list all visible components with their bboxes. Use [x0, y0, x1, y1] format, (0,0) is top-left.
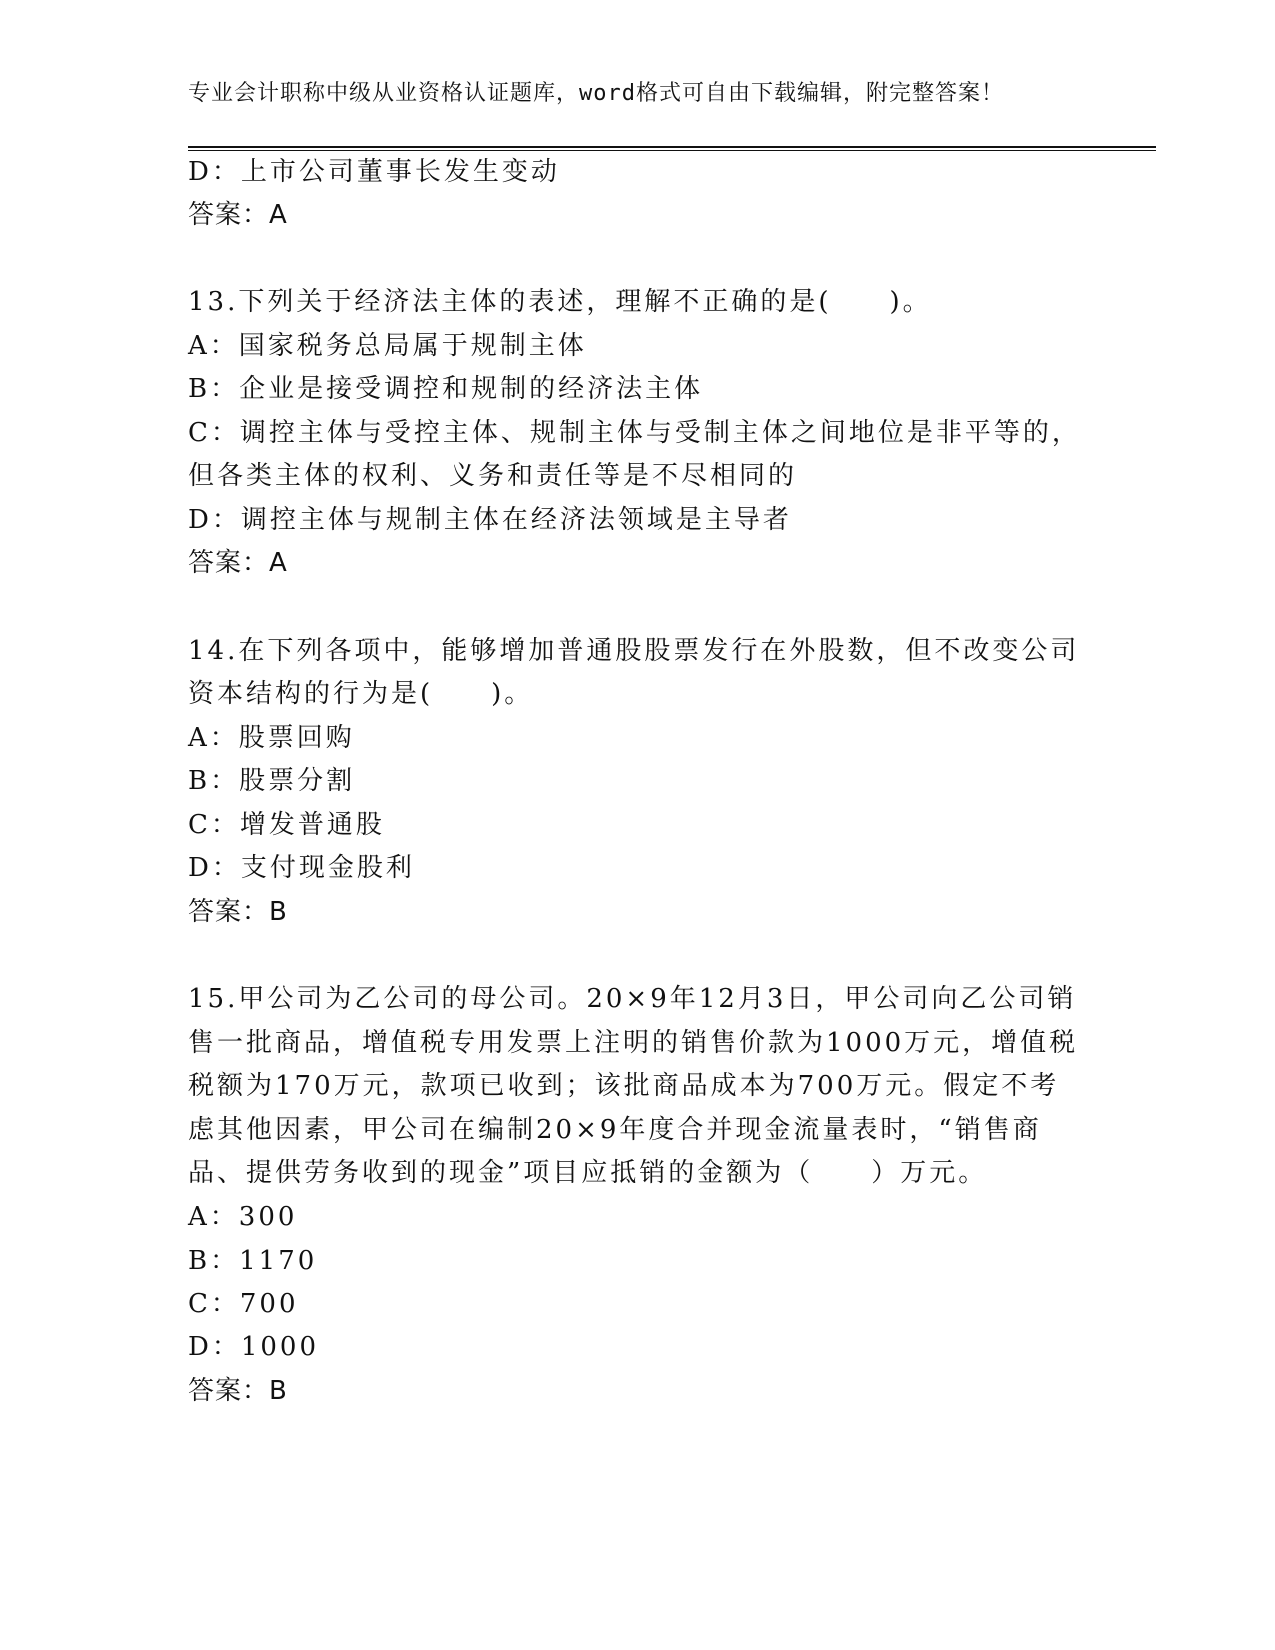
q14-option-b: B：股票分割 — [188, 766, 356, 796]
q15-answer: 答案：B — [188, 1376, 288, 1406]
q14-stem-cont: 资本结构的行为是( )。 — [188, 679, 534, 709]
header-divider — [188, 146, 1156, 151]
q15-option-d: D：1000 — [188, 1332, 320, 1362]
q14-answer: 答案：B — [188, 897, 288, 927]
q15-stem-2: 售一批商品，增值税专用发票上注明的销售价款为1000万元，增值税 — [188, 1028, 1079, 1058]
q14-option-a: A：股票回购 — [188, 723, 355, 753]
q13-option-c: C：调控主体与受控主体、规制主体与受制主体之间地位是非平等的， — [188, 418, 1081, 448]
q13-option-b: B：企业是接受调控和规制的经济法主体 — [188, 374, 704, 404]
q15-stem-5: 品、提供劳务收到的现金”项目应抵销的金额为（ ）万元。 — [188, 1158, 988, 1188]
q13-option-c-cont: 但各类主体的权利、义务和责任等是不尽相同的 — [188, 461, 798, 491]
q12-answer: 答案：A — [188, 200, 288, 230]
q12-option-d: D：上市公司董事长发生变动 — [188, 157, 560, 187]
q14-option-c: C：增发普通股 — [188, 810, 385, 840]
q15-stem-3: 税额为170万元，款项已收到；该批商品成本为700万元。假定不考 — [188, 1071, 1060, 1101]
q14-stem: 14.在下列各项中，能够增加普通股股票发行在外股数，但不改变公司 — [188, 636, 1080, 666]
q13-answer: 答案：A — [188, 548, 288, 578]
q13-stem: 13.下列关于经济法主体的表述，理解不正确的是( )。 — [188, 287, 932, 317]
page-header: 专业会计职称中级从业资格认证题库，word格式可自由下载编辑，附完整答案！ — [188, 81, 1004, 106]
q15-option-a: A：300 — [188, 1202, 298, 1232]
q13-option-d: D：调控主体与规制主体在经济法领域是主导者 — [188, 505, 792, 535]
q14-option-d: D：支付现金股利 — [188, 853, 415, 883]
q15-stem-4: 虑其他因素，甲公司在编制20×9年度合并现金流量表时，“销售商 — [188, 1115, 1042, 1145]
q13-option-a: A：国家税务总局属于规制主体 — [188, 331, 587, 361]
q15-option-c: C：700 — [188, 1289, 299, 1319]
q15-stem-1: 15.甲公司为乙公司的母公司。20×9年12月3日，甲公司向乙公司销 — [188, 984, 1077, 1014]
q15-option-b: B：1170 — [188, 1246, 318, 1276]
